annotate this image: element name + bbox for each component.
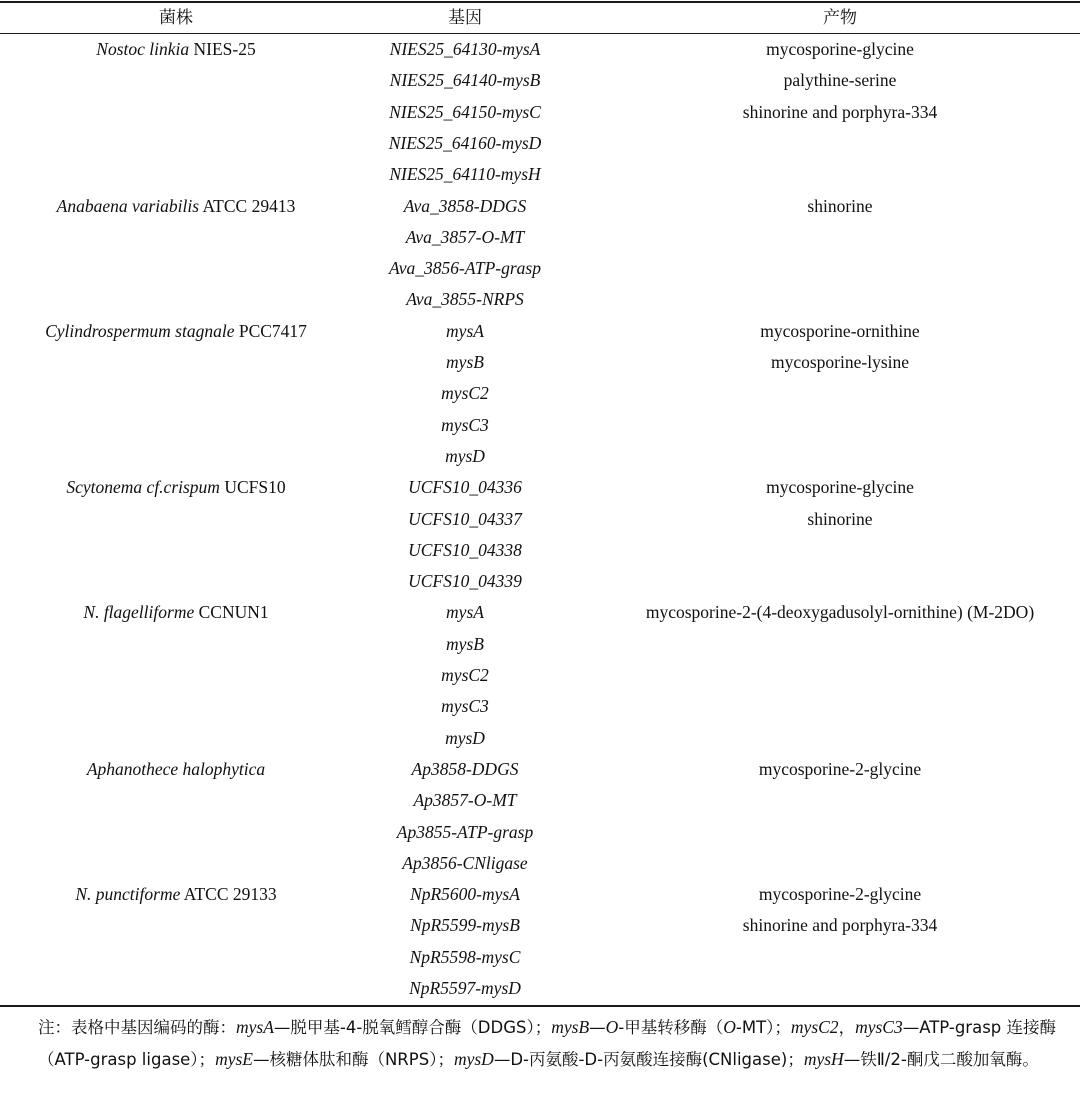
table-row: [0, 754, 1080, 785]
note-gene: mysD: [453, 1048, 494, 1069]
note-text: 注：表格中基因编码的酶：: [38, 1018, 236, 1037]
gene-cell: NIES25_64130-mysA: [389, 39, 541, 59]
gene-cell: NpR5597-mysD: [409, 978, 521, 998]
table-row: [0, 97, 1080, 128]
strain-cell: [0, 191, 352, 222]
header-product: 产物: [823, 8, 857, 28]
note-text: —D-丙氨酸-D-丙氨酸连接酶(CNligase)；: [493, 1049, 804, 1069]
strain-cell: [0, 597, 352, 628]
product-cell: shinorine and porphyra-334: [742, 915, 938, 936]
header-gene: 基因: [448, 8, 482, 28]
gene-cell: Ava_3857-O-MT: [405, 226, 525, 247]
table-row: [0, 441, 1080, 472]
gene-cell: mysC3: [441, 696, 489, 717]
gene-cell: NIES25_64110-mysH: [389, 164, 541, 185]
table-row: [0, 472, 1080, 503]
gene-cell: UCFS10_04339: [408, 571, 522, 592]
note-line: [0, 1012, 1080, 1075]
table-row: [0, 159, 1080, 190]
product-cell: mycosporine-2-glycine: [758, 884, 922, 905]
note-text: —ATP-grasp 连接酶（ATP-grasp ligase）；: [38, 1018, 1057, 1069]
header-strain: 菌株: [159, 8, 193, 28]
note-text: -MT）；: [735, 1018, 791, 1037]
table-row: [0, 128, 1080, 159]
note-gene: mysH: [803, 1048, 844, 1069]
table-row: [0, 191, 1080, 222]
strain-species: N. punctiforme: [75, 884, 181, 905]
table-row: [0, 535, 1080, 566]
note-text: —核糖体肽和酶（NRPS）；: [252, 1049, 454, 1069]
note-italic: O: [723, 1017, 736, 1037]
strain-species: Anabaena variabilis: [56, 195, 200, 216]
product-cell: palythine-serine: [783, 70, 897, 91]
gene-cell: Ap3855-ATP-grasp: [396, 821, 534, 842]
table-row: [0, 691, 1080, 722]
gene-cell: Ap3857-O-MT: [413, 790, 517, 811]
note-gene: mysE: [215, 1048, 253, 1069]
strain-cell: [0, 316, 352, 347]
product-cell: mycosporine-2-(4-deoxygadusolyl-ornithine) (M-2DO): [645, 602, 1035, 623]
table-row: [0, 566, 1080, 597]
table-row: [0, 879, 1080, 910]
table-note: [0, 1012, 1080, 1075]
gene-cell: mysB: [446, 633, 484, 654]
gene-cell: mysD: [445, 445, 485, 466]
table-row: [0, 378, 1080, 409]
product-cell: mycosporine-ornithine: [760, 320, 920, 341]
strain-id: UCFS10: [219, 477, 286, 498]
strain-id: ATCC 29413: [199, 195, 296, 216]
strain-id: ATCC 29133: [180, 884, 277, 905]
table-row: [0, 65, 1080, 96]
gene-cell: Ap3858-DDGS: [411, 758, 519, 779]
note-gene: mysA: [236, 1017, 274, 1037]
gene-cell: NpR5600-mysA: [410, 884, 520, 905]
table-row: [0, 723, 1080, 754]
gene-cell: mysC2: [441, 665, 489, 685]
strain-id: PCC7417: [234, 320, 307, 341]
gene-cell: Ava_3858-DDGS: [403, 195, 527, 216]
note-italic: O: [605, 1017, 619, 1037]
gene-cell: UCFS10_04337: [408, 508, 522, 529]
gene-cell: NIES25_64140-mysB: [389, 70, 541, 91]
strain-species: Cylindrospermum stagnale: [45, 320, 235, 341]
strain-cell: [0, 879, 352, 910]
note-gene: mysC2: [790, 1017, 839, 1037]
strain-species: N. flagelliforme: [83, 602, 195, 623]
note-text: —: [589, 1018, 606, 1037]
gene-cell: mysA: [446, 602, 484, 623]
gene-cell: mysC2: [441, 383, 489, 404]
table-row: [0, 410, 1080, 441]
gene-cell: Ap3856-CNligase: [402, 852, 528, 873]
strain-species: Scytonema cf.crispum: [66, 477, 220, 498]
table-row: [0, 848, 1080, 879]
product-cell: mycosporine-2-glycine: [758, 758, 922, 779]
product-cell: shinorine: [807, 195, 873, 216]
strain-species: Aphanothece halophytica: [86, 758, 266, 779]
table-row: [0, 910, 1080, 941]
table-row: [0, 222, 1080, 253]
table-row: [0, 973, 1080, 1004]
note-text: —脱甲基-4-脱氧鳕醇合酶（DDGS）；: [273, 1018, 552, 1037]
gene-cell: NIES25_64150-mysC: [389, 101, 541, 122]
product-cell: mycosporine-glycine: [766, 39, 914, 59]
note-gene: mysC3: [855, 1017, 903, 1037]
table-row: [0, 629, 1080, 660]
gene-cell: NIES25_64160-mysD: [388, 132, 542, 153]
gene-cell: Ava_3855-NRPS: [406, 289, 524, 310]
note-text: ，: [838, 1018, 856, 1037]
strain-cell: [0, 754, 352, 785]
gene-cell: UCFS10_04338: [408, 539, 522, 560]
table-row: [0, 785, 1080, 816]
gene-cell: Ava_3856-ATP-grasp: [389, 258, 541, 279]
note-gene: mysB: [551, 1017, 590, 1037]
gene-cell: NpR5598-mysC: [409, 946, 521, 967]
gene-cell: UCFS10_04336: [408, 477, 522, 498]
table-row: [0, 817, 1080, 848]
product-cell: shinorine: [807, 508, 873, 529]
strain-species: Nostoc linkia: [96, 39, 190, 59]
product-cell: shinorine and porphyra-334: [742, 101, 938, 122]
strain-cell: [0, 472, 352, 503]
product-cell: mycosporine-lysine: [770, 352, 910, 372]
table-bottom-rule: [0, 1005, 1080, 1007]
note-text: —铁Ⅱ/2-酮戊二酸加氧酶。: [843, 1049, 1039, 1069]
table-row: [0, 660, 1080, 691]
table-row: [0, 942, 1080, 973]
strain-id: CCNUN1: [194, 602, 269, 623]
gene-cell: mysA: [446, 320, 484, 341]
table-row: [0, 284, 1080, 315]
table-row: [0, 253, 1080, 284]
table-row: [0, 504, 1080, 535]
table-row: [0, 597, 1080, 628]
strain-cell: [0, 34, 352, 65]
table-row: [0, 347, 1080, 378]
table-row: [0, 34, 1080, 65]
product-cell: mycosporine-glycine: [766, 477, 914, 498]
gene-cell: mysC3: [441, 414, 489, 435]
gene-cell: mysB: [446, 352, 484, 372]
gene-cell: mysD: [445, 727, 485, 748]
strain-id: NIES-25: [189, 39, 256, 59]
table-row: [0, 316, 1080, 347]
gene-cell: NpR5599-mysB: [410, 915, 520, 936]
note-text: -甲基转移酶（: [618, 1018, 724, 1037]
